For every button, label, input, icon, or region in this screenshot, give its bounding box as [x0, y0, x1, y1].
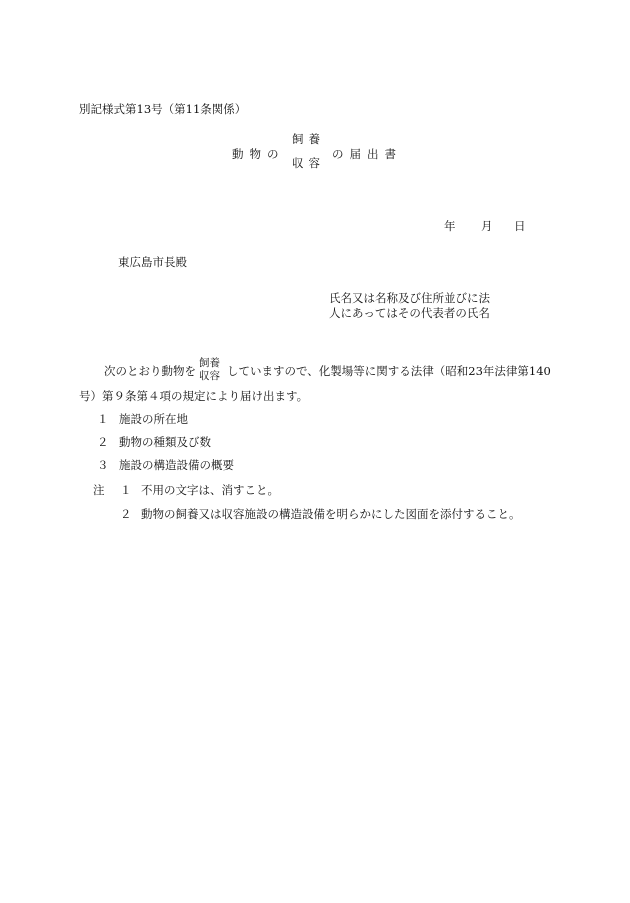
title-option-keep: 飼養: [292, 132, 325, 146]
body-option-house: 収容: [199, 370, 220, 382]
title-prefix: 動物の: [232, 147, 285, 161]
form-reference: 別記様式第13号（第11条関係）: [79, 102, 247, 116]
title-suffix: の届出書: [332, 147, 402, 161]
body-rest-text: していますので、化製場等に関する法律（昭和23年法律第140: [227, 364, 551, 378]
date-month-label: 月: [481, 219, 493, 233]
note-text: 不用の文字は、消すこと。: [141, 483, 279, 497]
item-number: ３: [97, 458, 109, 472]
body-option-keep: 飼養: [199, 357, 220, 369]
applicant-label-line-1: 氏名又は名称及び住所並びに法: [329, 291, 490, 305]
item-number: ２: [97, 435, 109, 449]
date-day-label: 日: [514, 219, 526, 233]
item-number: １: [97, 412, 109, 426]
body-second-line: 号）第９条第４項の規定により届け出ます。: [79, 389, 309, 403]
applicant-label-line-2: 人にあってはその代表者の氏名: [329, 306, 490, 320]
notes-label: 注: [93, 483, 105, 497]
addressee: 東広島市長殿: [118, 255, 187, 269]
note-number: ２: [120, 507, 132, 521]
item-facility-location: 施設の所在地: [119, 412, 188, 426]
note-number: １: [120, 483, 132, 497]
item-animal-type-count: 動物の種類及び数: [119, 435, 211, 449]
date-year-label: 年: [444, 219, 456, 233]
note-text: 動物の飼養又は収容施設の構造設備を明らかにした図面を添付すること。: [141, 507, 521, 521]
title-option-house: 収容: [292, 156, 325, 170]
body-lead-text: 次のとおり動物を: [104, 364, 196, 378]
item-facility-structure: 施設の構造設備の概要: [119, 458, 234, 472]
